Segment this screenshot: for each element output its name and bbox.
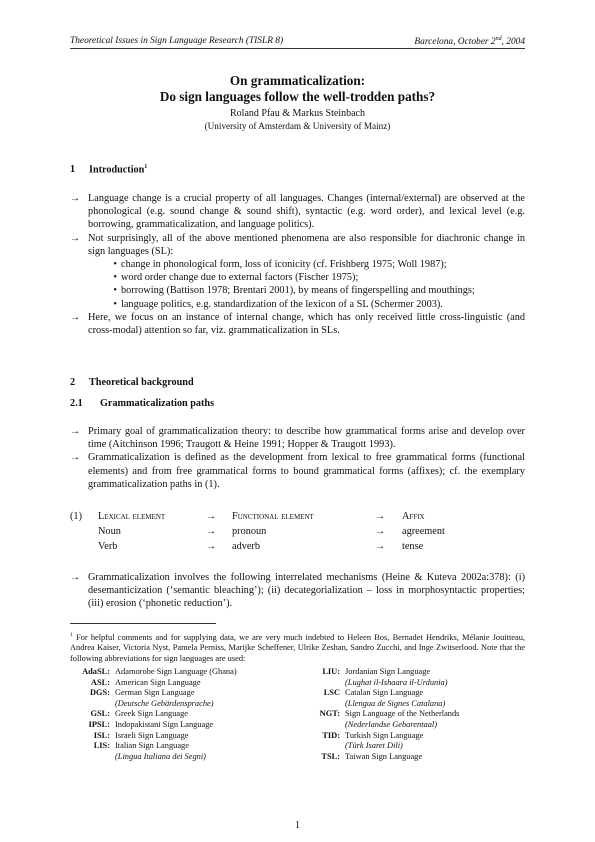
header-year: , 2004 xyxy=(501,37,525,48)
example-cell: pronoun xyxy=(232,526,267,537)
arrow-icon: → xyxy=(70,193,81,204)
bullet-item xyxy=(70,451,525,491)
section-title: Theoretical background xyxy=(89,377,194,388)
abbreviation-note-row xyxy=(300,720,525,731)
abbreviation-note: (Lughat il-Ishaara il-Urdunia) xyxy=(345,677,448,687)
sub-bullet-list xyxy=(88,258,525,311)
abbreviation-value: Italian Sign Language xyxy=(115,741,189,751)
abbreviation-key: ISL: xyxy=(93,730,110,740)
bullet-dot-icon: • xyxy=(113,259,117,271)
bullet-text-main: Not surprisingly, all of the above mentioned phenomena are also responsible for diachronic change in sign languages (SL): xyxy=(88,232,525,257)
sub-bullet-text: change in phonological form, loss of iconicity (cf. Frishberg 1975; Woll 1987); xyxy=(121,259,447,271)
abbreviation-note-row xyxy=(300,699,525,710)
abbreviation-note-row xyxy=(70,699,310,710)
sub-bullet-item xyxy=(88,284,525,297)
bullet-text: Language change is a crucial property of all languages. Changes (internal/external) are observed at the phonological (e.g. sound change & sound shift), syntactic (e.g. word order), and lexical level (e.g. borrowing, grammaticalization, and language politics). xyxy=(88,193,525,231)
sub-bullet-item xyxy=(88,298,525,311)
example-header-row xyxy=(70,509,525,524)
abbreviation-key: LIU: xyxy=(322,667,340,676)
abbreviation-value: Catalan Sign Language xyxy=(345,688,424,698)
bullet-item xyxy=(70,232,525,311)
section-number: 2.1 xyxy=(70,398,83,409)
abbreviation-key: LIS: xyxy=(93,741,110,751)
abbreviation-note: (Nederlandse Gebarentaal) xyxy=(345,719,438,729)
abbreviation-list-left xyxy=(70,667,310,762)
example-row xyxy=(70,524,525,539)
abbreviation-value: Jordanian Sign Language xyxy=(345,667,431,676)
sub-bullet-text: language politics, e.g. standardization of the lexicon of a SL (Schermer 2003). xyxy=(121,298,443,310)
abbreviation-value: Indopakistani Sign Language xyxy=(115,719,214,729)
abbreviation-row xyxy=(70,731,310,742)
example-row xyxy=(70,539,525,554)
example-1-paths xyxy=(70,509,525,554)
section-number: 1 xyxy=(70,164,76,176)
abbreviation-note: (Deutsche Gebärdensprache) xyxy=(115,698,214,708)
sub-bullet-item xyxy=(88,258,525,271)
example-header-cell: Functional element xyxy=(232,511,314,522)
affiliation: (University of Amsterdam & University of Mainz) xyxy=(204,121,391,131)
abbreviation-key-spacer xyxy=(70,752,115,763)
arrow-icon: → xyxy=(70,572,81,583)
example-cell: Verb xyxy=(98,541,118,552)
abbreviation-value: Sign Language of the Netherlands xyxy=(345,709,460,719)
header-date-sup: nd xyxy=(495,36,502,42)
abbreviation-row xyxy=(70,709,310,720)
abbreviation-key: GSL: xyxy=(90,709,110,719)
sub-bullet-text: borrowing (Battison 1978; Brentari 2001), by means of fingerspelling and mouthings; xyxy=(121,285,475,297)
abbreviation-key: AdaSL: xyxy=(82,667,110,676)
abbreviation-key: ASL: xyxy=(90,677,110,687)
abbreviation-key: LSC xyxy=(323,688,340,698)
abbreviation-key: IPSL: xyxy=(88,719,110,729)
header-right xyxy=(414,36,525,47)
example-cell: Noun xyxy=(98,526,121,537)
abbreviation-value: German Sign Language xyxy=(115,688,195,698)
abbreviation-row xyxy=(70,741,310,752)
arrow-icon: → xyxy=(375,541,386,552)
arrow-icon: → xyxy=(375,511,386,522)
paper-title-line-1: On grammaticalization: xyxy=(229,73,366,88)
section-number: 2 xyxy=(70,377,76,388)
example-header-cell: Affix xyxy=(402,511,425,522)
abbreviation-value: Greek Sign Language xyxy=(115,709,189,719)
abbreviation-note: (Türk Isaret Dili) xyxy=(345,741,403,751)
bullet-text xyxy=(88,232,525,311)
bullet-dot-icon: • xyxy=(113,272,117,284)
example-cell: adverb xyxy=(232,541,261,552)
abbreviation-list-right xyxy=(300,667,525,762)
section-title: Grammaticalization paths xyxy=(100,398,215,409)
abbreviation-row xyxy=(70,720,310,731)
abbreviation-row xyxy=(300,688,525,699)
sub-bullet-text: word order change due to external factors (Fischer 1975); xyxy=(121,272,359,284)
abbreviation-value: Israeli Sign Language xyxy=(115,730,189,740)
abbreviation-row xyxy=(300,709,525,720)
subsection-heading-grammaticalization-paths xyxy=(70,398,214,409)
abbreviation-row xyxy=(300,667,525,678)
example-cell: tense xyxy=(402,541,424,552)
abbreviation-key: TSL: xyxy=(321,751,340,761)
abbreviation-note-row xyxy=(300,741,525,752)
abbreviation-note: (Llengua de Signes Catalana) xyxy=(345,698,446,708)
title-block xyxy=(70,73,525,132)
footnote-marker: 1 xyxy=(144,164,148,170)
footnote-divider xyxy=(70,623,216,624)
abbreviation-key: NGT: xyxy=(319,709,340,719)
footnote-number: 1 xyxy=(70,632,73,638)
abbreviation-row xyxy=(70,688,310,699)
section-title: Introduction xyxy=(89,164,145,176)
paper-title-line-2: Do sign languages follow the well-trodden paths? xyxy=(159,89,436,104)
abbreviation-key: DGS: xyxy=(89,688,110,698)
arrow-icon: → xyxy=(375,526,386,537)
header-date: Barcelona, October 2 xyxy=(414,37,496,48)
bullet-item xyxy=(70,571,525,611)
abbreviation-note: (Lingua Italiana dei Segni) xyxy=(115,751,206,761)
abbreviation-key: TID: xyxy=(322,730,340,740)
arrow-icon: → xyxy=(206,541,217,552)
bullet-dot-icon: • xyxy=(113,298,117,310)
running-header xyxy=(70,36,525,49)
abbreviation-key-spacer xyxy=(300,678,345,689)
bullet-text: Here, we focus on an instance of internal change, which has only received little cross-linguistic (and cross-modal) attention so far, viz. grammaticalization in SLs. xyxy=(88,311,525,337)
bullet-item xyxy=(70,192,525,232)
page-number: 1 xyxy=(295,820,300,831)
example-cell: agreement xyxy=(402,526,445,537)
footnote-text: For helpful comments and for supplying data, we are very much indebted to Heleen Bos, Bernadet Hendriks, Mélanie Jouitteau, Andrea Kaiser, Victoria Nyst, Pamela Perniss, Marijke Scheffener, Ulrike Zeshan, Sandro Zucchi, and Inge Zwitserlood. Note that the following abbreviations for sign languages are used: xyxy=(70,632,526,663)
abbreviation-value: Turkish Sign Language xyxy=(345,730,424,740)
arrow-icon: → xyxy=(206,511,217,522)
mechanisms-bullet-list xyxy=(70,571,525,611)
example-number: (1) xyxy=(70,511,83,522)
abbreviation-row xyxy=(70,678,310,689)
abbreviation-row xyxy=(300,752,525,763)
abbreviation-row xyxy=(300,731,525,742)
abbreviation-note-row xyxy=(70,752,310,763)
arrow-icon: → xyxy=(206,526,217,537)
header-left: Theoretical Issues in Sign Language Research (TISLR 8) xyxy=(70,36,284,46)
grammaticalization-bullet-list xyxy=(70,425,525,491)
bullet-item xyxy=(70,311,525,337)
bullet-text: Grammaticalization involves the following interrelated mechanisms (Heine & Kuteva 2002a:378): (i) desemanticization (‘semantic bleaching’); (ii) decategorialization – loss in morphosyntactic properties; (iii) erosion (‘phonetic reduction’). xyxy=(88,572,525,610)
abbreviation-row xyxy=(70,667,310,678)
arrow-icon: → xyxy=(70,426,81,437)
abbreviation-note-row xyxy=(300,678,525,689)
abbreviation-value: Taiwan Sign Language xyxy=(345,751,423,761)
arrow-icon: → xyxy=(70,232,81,244)
arrow-icon: → xyxy=(70,452,81,464)
example-header-cell: Lexical element xyxy=(98,511,166,522)
abbreviation-key-spacer xyxy=(300,720,345,731)
footnote xyxy=(70,630,525,665)
section-heading-introduction xyxy=(70,164,147,175)
bullet-item xyxy=(70,425,525,451)
sub-bullet-item xyxy=(88,271,525,284)
section-heading-theoretical-background xyxy=(70,377,194,388)
abbreviation-key-spacer xyxy=(300,741,345,752)
bullet-dot-icon: • xyxy=(113,285,117,297)
intro-bullet-list xyxy=(70,192,525,337)
authors: Roland Pfau & Markus Steinbach xyxy=(230,108,365,119)
abbreviation-key-spacer xyxy=(70,699,115,710)
abbreviation-key-spacer xyxy=(300,699,345,710)
bullet-text: Grammaticalization is defined as the development from lexical to free grammatical forms (functional elements) and from free grammatical forms to bound grammatical forms (affixes); cf. the exemplary grammaticalization paths in (1). xyxy=(88,452,525,490)
abbreviation-value: Adamorobe Sign Language (Ghana) xyxy=(115,667,237,676)
bullet-text: Primary goal of grammaticalization theory: to describe how grammatical forms arise and develop over time (Aitchinson 1996; Traugott & Heine 1991; Hopper & Traugott 1993). xyxy=(88,426,525,451)
abbreviation-value: American Sign Language xyxy=(115,677,201,687)
arrow-icon: → xyxy=(70,311,81,323)
